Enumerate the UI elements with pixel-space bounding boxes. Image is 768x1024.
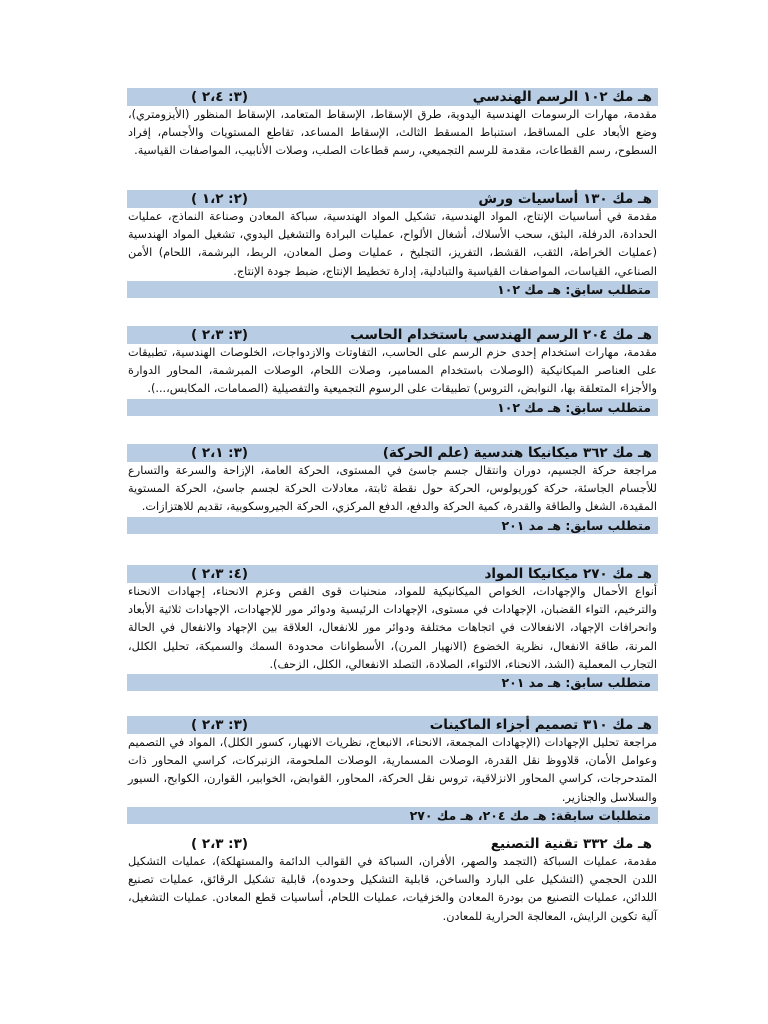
course-header <box>127 835 658 853</box>
course-prerequisite: متطلب سابق: هـ مد ٢٠١ <box>127 674 658 691</box>
course-header <box>127 326 658 344</box>
course-code-title: هـ مك ٢٧٠ ميكانيكا المواد <box>484 566 652 582</box>
course-credits: (٣: ٢،٣ ) <box>191 327 249 343</box>
course-code-title: هـ مك ١٣٠ أساسيات ورش <box>478 191 652 207</box>
course-description: مقدمة، مهارات الرسومات الهندسية اليدوية، طرق الإسقاط، الإسقاط المتعامد، الإسقاط المنظور (الأيزومتري)، وضع الأبعاد على المساقط، استنباط المسقط الثالث، الإسقاط المساعد، تقاطع المستويات والأجسام، إفراد السطوح، رسم القطاعات، مقدمة للرسم التجميعي، رسم قطاعات الصلب، وصلات الأنابيب، المواصفات القياسية. <box>128 108 657 158</box>
course-credits: (٢: ١،٢ ) <box>191 191 249 207</box>
course-description: أنواع الأحمال والإجهادات، الخواص الميكانيكية للمواد، منحنيات قوى القص وعزم الانحناء، إجهادات الانحناء والترخيم، التواء القضبان، الإجهادات في مستوى، الإجهادات الرئيسية ودوائر مور للإجهادات، الإجهادات ثلاثية الأبعاد وانحرافات الإجهاد، الانفعالات في اتجاهات مختلفة ودوائر مور للانفعال، العلاقة بين الإجهاد والانفعال في الحالة المرنة، طاقة الانفعال، نظرية الخضوع (الانهيار المرن)، الأسطوانات محدودة السمك والسميكة، تحليل الكلل، التجارب المعملية (الشد، الانحناء، الالتواء، الصلادة، التصلد الانفعالي، الكلل، الزحف). <box>128 585 657 671</box>
course-prerequisite: متطلبات سابقة: هـ مك ٢٠٤، هـ مك ٢٧٠ <box>127 807 658 824</box>
course-description: مراجعة حركة الجسيم، دوران وانتقال جسم جاسئ في المستوى، الحركة العامة، الإزاحة والسرعة والتسارع للأجسام الجاسئة، حركة كوريولوس، الحركة حول نقطة ثابتة، معادلات الحركة لجسم جاسئ، الحركة المستوية المقيدة، الشغل والطاقة والقدرة، كمية الحركة والدفع، الدفع المركزي، الحركة الجيروسكوبية، تقديم للاهتزازات. <box>128 464 657 514</box>
course-credits: (٣: ٢،٣ ) <box>191 717 249 733</box>
course-block <box>127 716 658 824</box>
course-description: مقدمة، عمليات السباكة (التجمد والصهر، الأفران، السباكة في القوالب الدائمة والمستهلكة)، عمليات التشكيل اللدن الحجمي (التشكيل على البارد والساخن، قابلية التشكيل وحدوده)، قابلية تشكيل الرقائق، عمليات تصنيع اللدائن، عمليات التصنيع من بودرة المعادن والخزفيات، عمليات اللحام، أساسيات قطع المعادن. عمليات التشغيل، آلية تكوين الرايش، المعالجة الحرارية للمعادن. <box>128 855 657 923</box>
course-block <box>127 444 658 534</box>
course-code-title: هـ مك ٢٠٤ الرسم الهندسي باستخدام الحاسب <box>350 327 652 343</box>
course-credits: (٣: ٢،٤ ) <box>191 89 249 105</box>
course-credits: (٣: ٢،١ ) <box>191 445 249 461</box>
course-header <box>127 444 658 462</box>
course-block <box>127 565 658 691</box>
course-description: مقدمة، مهارات استخدام إحدى حزم الرسم على الحاسب، التفاوتات والازدواجات، الخلوصات الهندسية، تطبيقات على العناصر الميكانيكية (الوصلات باستخدام المسامير، وصلات اللحام، الوصلات المبرشمة، المحاور الدوارة والأجزاء المتعلقة بها، النوابض، التروس) تطبيقات على الرسوم التجميعية والتفصيلية (الصمامات، المكابس،...). <box>128 346 657 396</box>
course-description: مقدمة في أساسيات الإنتاج، المواد الهندسية، تشكيل المواد الهندسية، سباكة المعادن وصناعة النماذج، عمليات الحدادة، الدرفلة، البثق، سحب الأسلاك، أشغال الألواح، عمليات البرادة والتشغيل اليدوي، تشغيل المواد الهندسية (عمليات الخراطة، الثقب، القشط، التفريز، التجليخ ، عمليات وصل المعادن، الربط، البرشمة، اللحام) الأمن الصناعي، القياسات، المواصفات القياسية والتبادلية، إدارة تخطيط الإنتاج، ضبط جودة الإنتاج. <box>128 210 657 278</box>
course-block <box>127 835 658 926</box>
course-prerequisite: متطلب سابق: هـ مد ٢٠١ <box>127 517 658 534</box>
course-code-title: هـ مك ١٠٢ الرسم الهندسي <box>472 89 652 105</box>
course-credits: (٤: ٢،٣ ) <box>191 566 249 582</box>
course-code-title: هـ مك ٣١٠ تصميم أجزاء الماكينات <box>429 717 652 733</box>
course-block <box>127 190 658 298</box>
course-code-title: هـ مك ٣٦٢ ميكانيكا هندسية (علم الحركة) <box>382 445 652 461</box>
course-code-title: هـ مك ٣٣٢ تقنية التصنيع <box>490 836 652 852</box>
course-description: مراجعة تحليل الإجهادات (الإجهادات المجمعة، الانحناء، الانبعاج، نظريات الانهيار، كسور الكلل)، المواد في التصميم وعوامل الأمان، قلاووظ نقل القدرة، الوصلات المسمارية، الوصلات الملحومة، الزنبركات، كراسي المحاور ذات المتدحرجات، كراسي المحاور الانزلاقية، تروس نقل الحركة، المحاور، القوابض، الخوابير، القوارن، الكوابح، السيور والسلاسل والجنازير. <box>128 736 657 804</box>
course-header <box>127 88 658 106</box>
course-header <box>127 190 658 208</box>
course-block <box>127 88 658 161</box>
course-credits: (٣: ٢،٣ ) <box>191 836 249 852</box>
course-prerequisite: متطلب سابق: هـ مك ١٠٢ <box>127 281 658 298</box>
course-prerequisite: متطلب سابق: هـ مك ١٠٢ <box>127 399 658 416</box>
course-block <box>127 326 658 416</box>
course-header <box>127 716 658 734</box>
course-header <box>127 565 658 583</box>
